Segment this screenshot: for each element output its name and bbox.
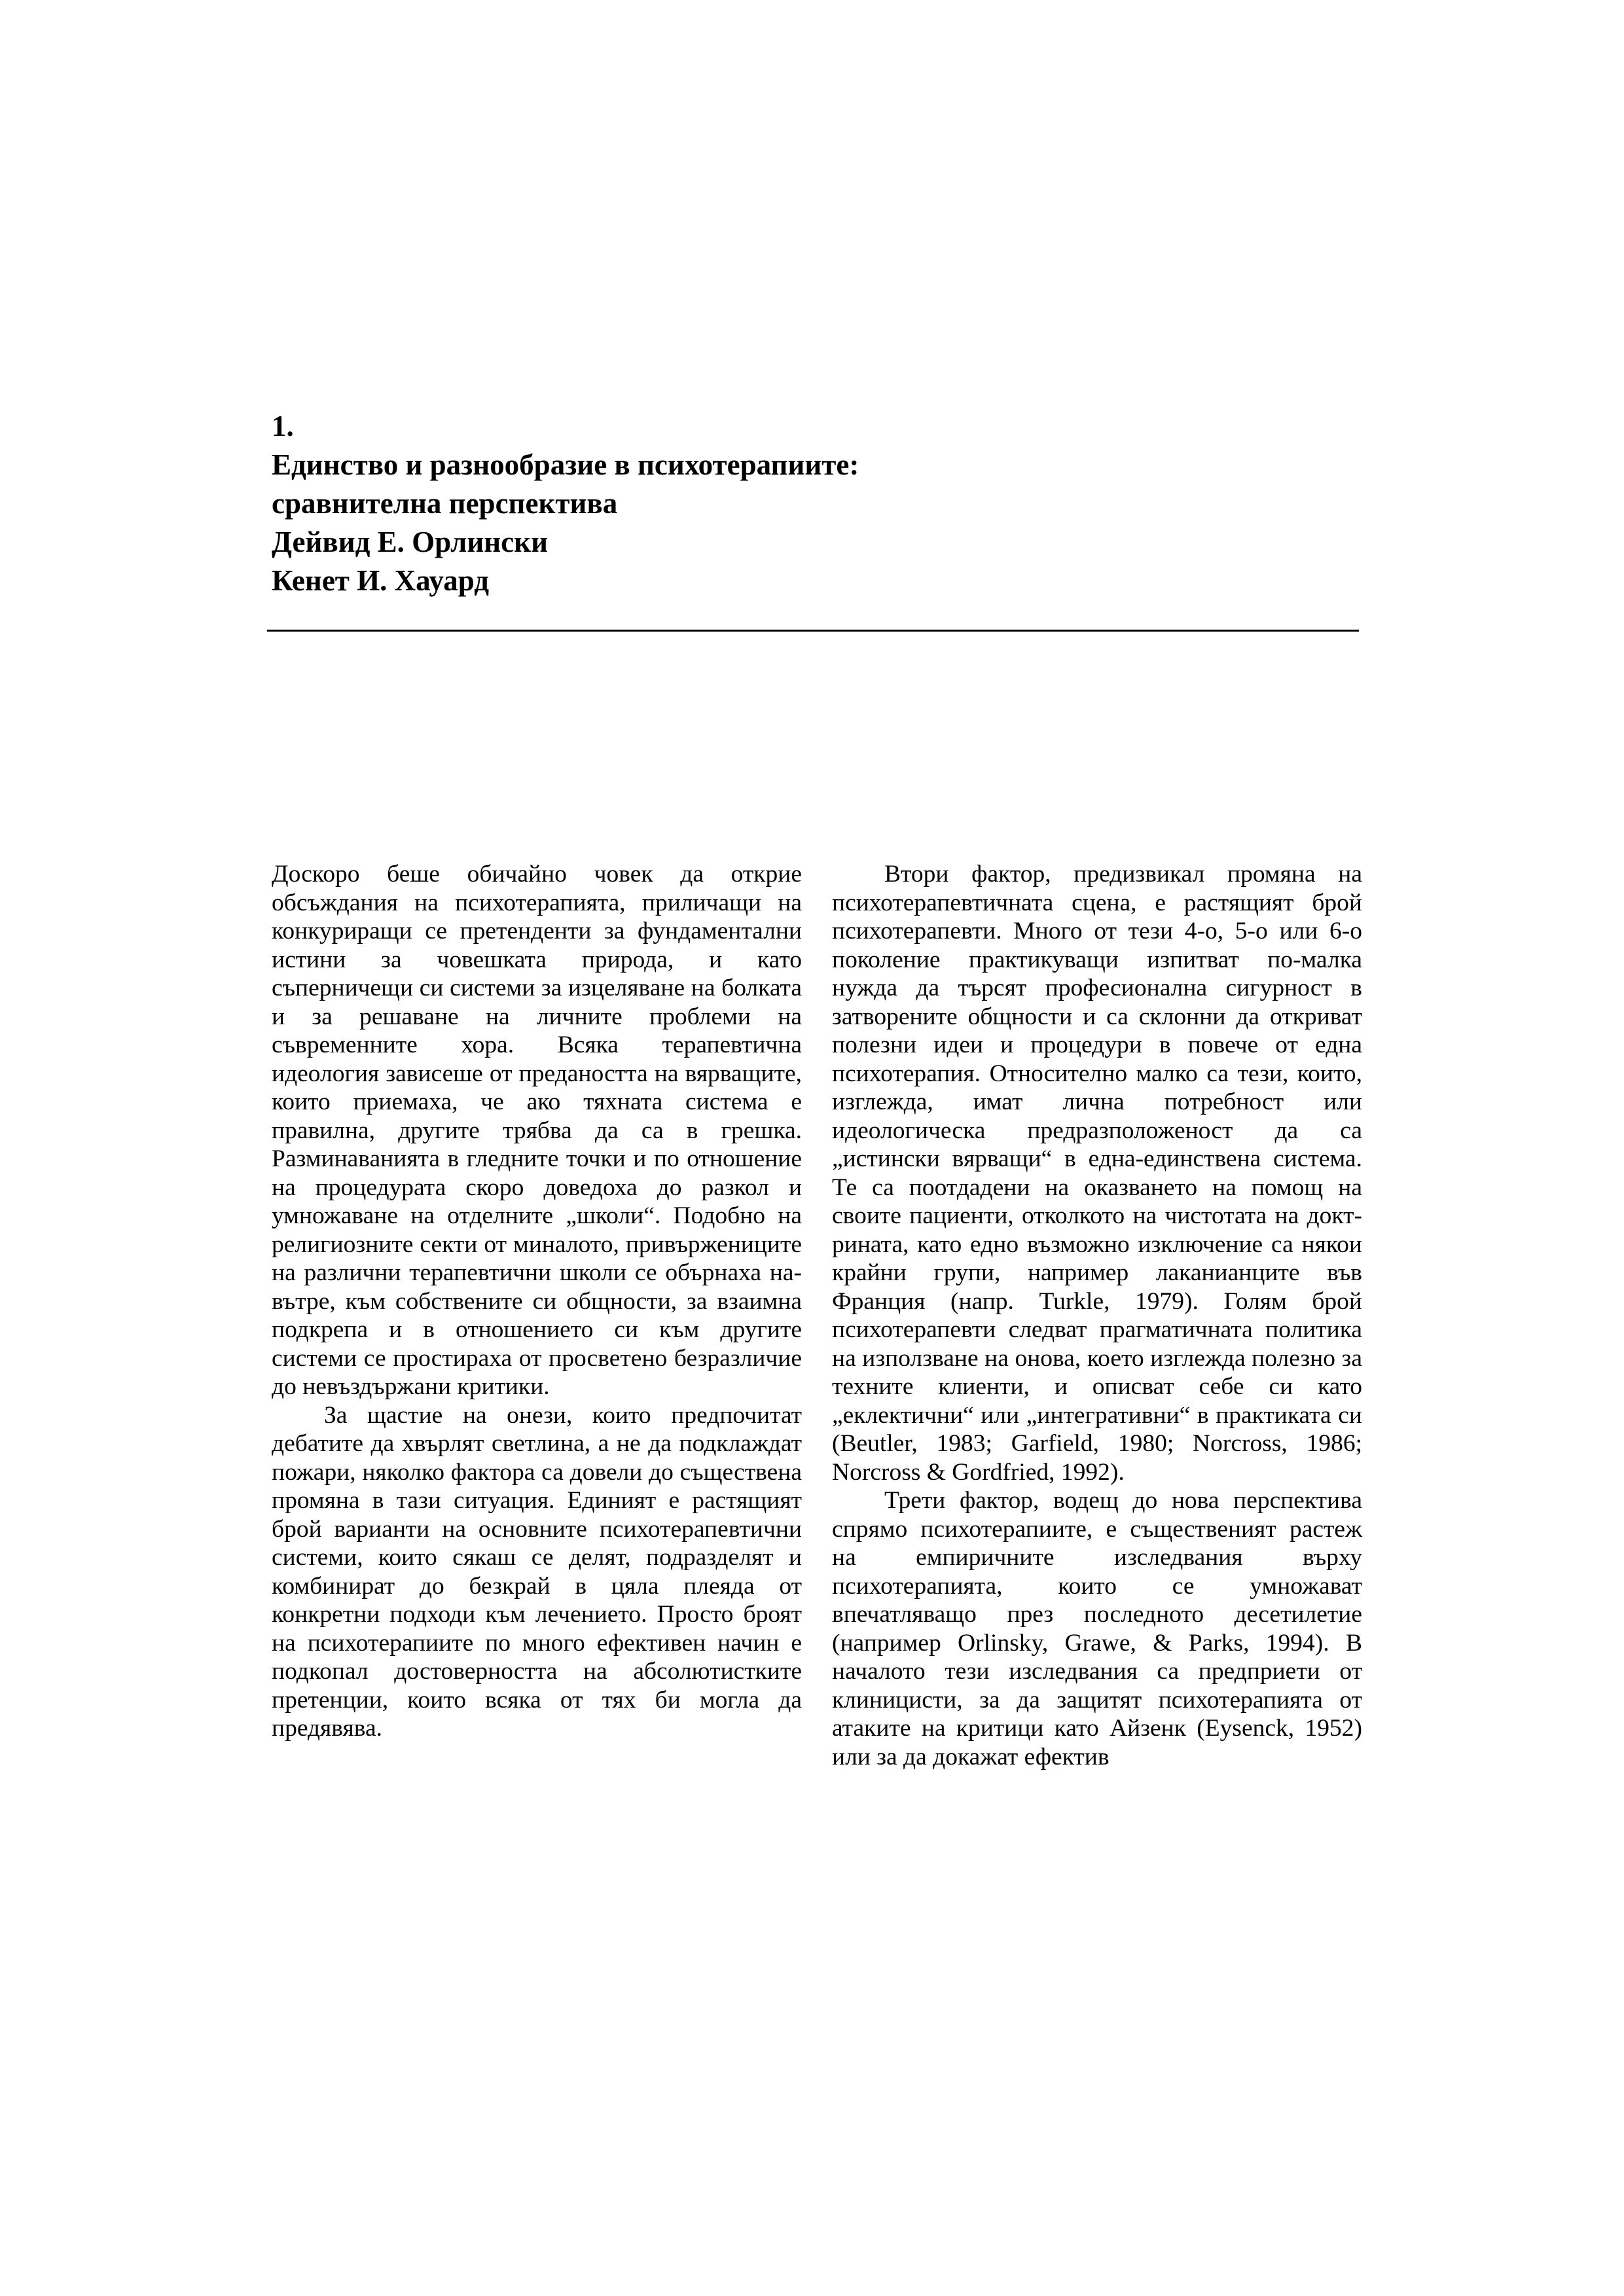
chapter-number: 1. xyxy=(272,410,294,442)
chapter-heading xyxy=(272,407,1384,600)
chapter-title-line-1: Единство и разнообразие в психотерапиите: xyxy=(272,448,859,481)
paragraph: За щастие на онези, които предпочитат дебатите да хвърлят светлина, а не да подклаждат пожари, няколко фактора са довели до съществена промяна в тази ситуация. Единият е растящият брой варианти на основните психотерапевтични системи, които сякаш се делят, подразделят и комбинират до безкрай в цяла плеяда от конкретни подходи към лечението. Просто броят на психотерапиите по много ефективен начин е подкопал достоверността на абсолютистките претенции, които всяка от тях би могла да предявява. xyxy=(272,1401,802,1742)
left-column xyxy=(272,860,802,1743)
paragraph: Трети фактор, водещ до нова перспектива спрямо психотерапиите, е същественият растеж на емпиричните изследвания върху психотерапията, които се умножават впечатляващо през последното десетилетие (например Orlinsky, Grawe, & Parks, 1994). В началото тези изследвания са предприети от клиницисти, за да защитят психотерапията от атаките на критици като Айзенк (Eysenck, 1952) или за да докажат ефектив xyxy=(832,1487,1362,1770)
chapter-title-line-2: сравнителна перспектива xyxy=(272,487,618,520)
author-2: Кенет И. Хауард xyxy=(272,564,489,597)
heading-divider xyxy=(267,630,1359,632)
author-1: Дейвид Е. Орлински xyxy=(272,526,549,558)
right-column xyxy=(832,860,1362,1771)
paragraph: Втори фактор, предизвикал промяна на психотерапевтичната сцена, е растящият брой психотерапевти. Много от тези 4-о, 5-о или 6-о поколение практикуващи изпитват по-малка нужда да търсят професионална сигурност в затворените общности и са склонни да откриват полезни идеи и процедури в повече от една психотерапия. Относително малко са тези, които, изглежда, имат лична потребност или идеологическа предразположеност да са „истински вярващи“ в една-единствена система. Те са поотдадени на оказването на помощ на своите пациенти, отколкото на чистотата на доктрината, като едно възможно изключение са някои крайни групи, например лаканианците във Франция (напр. Turkle, 1979). Голям брой психотерапевти следват прагматичната политика на използване на онова, което изглежда полезно за техните клиенти, и описват себе си като „еклектични“ или „интегративни“ в практиката си (Beutler, 1983; Garfield, 1980; Norcross, 1986; Norcross & Gordfried, 1992). xyxy=(832,861,1362,1486)
paragraph: Доскоро беше обичайно човек да открие обсъждания на психотерапията, приличащи на конкуриращи се претенденти за фундаментални истини за човешката природа, и като съперничещи си системи за изцеляване на болката и за решаване на личните проблеми на съвременните хора. Всяка терапевтична идеология зависеше от предаността на вярващите, които приемаха, че ако тяхната система е правилна, другите трябва да са в грешка. Разминаванията в гледните точки и по отношение на процедурата скоро доведоха до разкол и умножаване на отделните „школи“. Подобно на религиозните секти от миналото, привържениците на различни терапевтични школи се обърнаха навътре, към собствените си общности, за взаимна подкрепа и в отношението си към другите системи се простираха от просветено безразличие до невъздържани критики. xyxy=(272,861,802,1400)
